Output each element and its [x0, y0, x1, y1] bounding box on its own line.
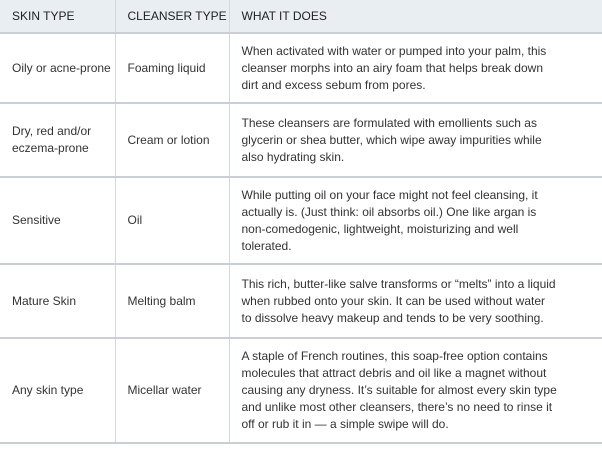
description-cell-line: off or rub it in — a simple swipe will do. — [241, 417, 449, 431]
header-row — [0, 0, 602, 33]
cleanser-type-cell: Oil — [115, 177, 229, 264]
header-what-it-does: WHAT IT DOES — [229, 0, 602, 33]
description-cell-line: dirt and excess sebum from pores. — [241, 77, 426, 92]
header-cleanser-type: CLEANSER TYPE — [115, 0, 229, 33]
description-cell-line: and unlike most other cleansers, there’s no need to rinse it — [241, 400, 553, 414]
description-cell — [229, 177, 602, 264]
skin-type-cell-line: Sensitive — [12, 213, 61, 227]
skin-type-cell — [0, 177, 115, 264]
skin-type-cell-line: eczema-prone — [12, 141, 89, 155]
table-row — [0, 33, 602, 103]
cleanser-type-cell: Cream or lotion — [115, 103, 229, 177]
table-row — [0, 264, 602, 338]
table-row — [0, 103, 602, 177]
description-cell-line: non-comedogenic, lightweight, moisturizing and well — [241, 221, 519, 236]
description-cell-line: actually is. (Just think: oil absorbs oil.) One like argan is — [241, 204, 537, 219]
description-cell-line: A staple of French routines, this soap-free option contains — [241, 349, 548, 363]
skin-type-cell-line: Any skin type — [12, 383, 84, 397]
description-cell-line: glycerin or shea butter, which wipe away impurities while — [241, 132, 542, 147]
skin-type-cell-line: Mature Skin — [12, 293, 77, 308]
description-cell-line: These cleansers are formulated with emollients such as — [241, 115, 537, 130]
description-cell-line: molecules that attract debris and oil like a magnet without — [241, 366, 547, 380]
skin-type-cell — [0, 264, 115, 338]
cleanser-type-cell: Melting balm — [115, 264, 229, 338]
description-cell — [229, 103, 602, 177]
cleanser-type-cell: Micellar water — [115, 338, 229, 443]
skin-type-cell-line: Oily or acne-prone — [12, 60, 111, 75]
description-cell-line: cleanser morphs into an airy foam that helps break down — [241, 60, 543, 75]
skin-type-cell — [0, 33, 115, 103]
description-cell — [229, 264, 602, 338]
description-cell-line: causing any dryness. It’s suitable for almost every skin type — [241, 383, 557, 397]
description-cell-line: This rich, butter-like salve transforms or “melts” into a liquid — [241, 276, 556, 291]
description-cell-line: also hydrating skin. — [241, 149, 345, 164]
cleanser-type-cell: Foaming liquid — [115, 33, 229, 103]
description-cell — [229, 338, 602, 443]
description-cell-line: when rubbed onto your skin. It can be used without water — [241, 293, 546, 308]
description-cell-line: When activated with water or pumped into your palm, this — [241, 43, 547, 58]
description-cell-line: tolerated. — [241, 238, 292, 253]
header-skin-type: SKIN TYPE — [0, 0, 115, 33]
skin-type-cell — [0, 103, 115, 177]
description-cell — [229, 33, 602, 103]
description-cell-line: to dissolve heavy makeup and tends to be very soothing. — [241, 310, 544, 325]
table-row — [0, 338, 602, 443]
description-cell-line: While putting oil on your face might not feel cleansing, it — [241, 187, 538, 202]
skin-type-cell-line: Dry, red and/or — [12, 124, 92, 138]
skin-type-cell — [0, 338, 115, 443]
table-row — [0, 177, 602, 264]
